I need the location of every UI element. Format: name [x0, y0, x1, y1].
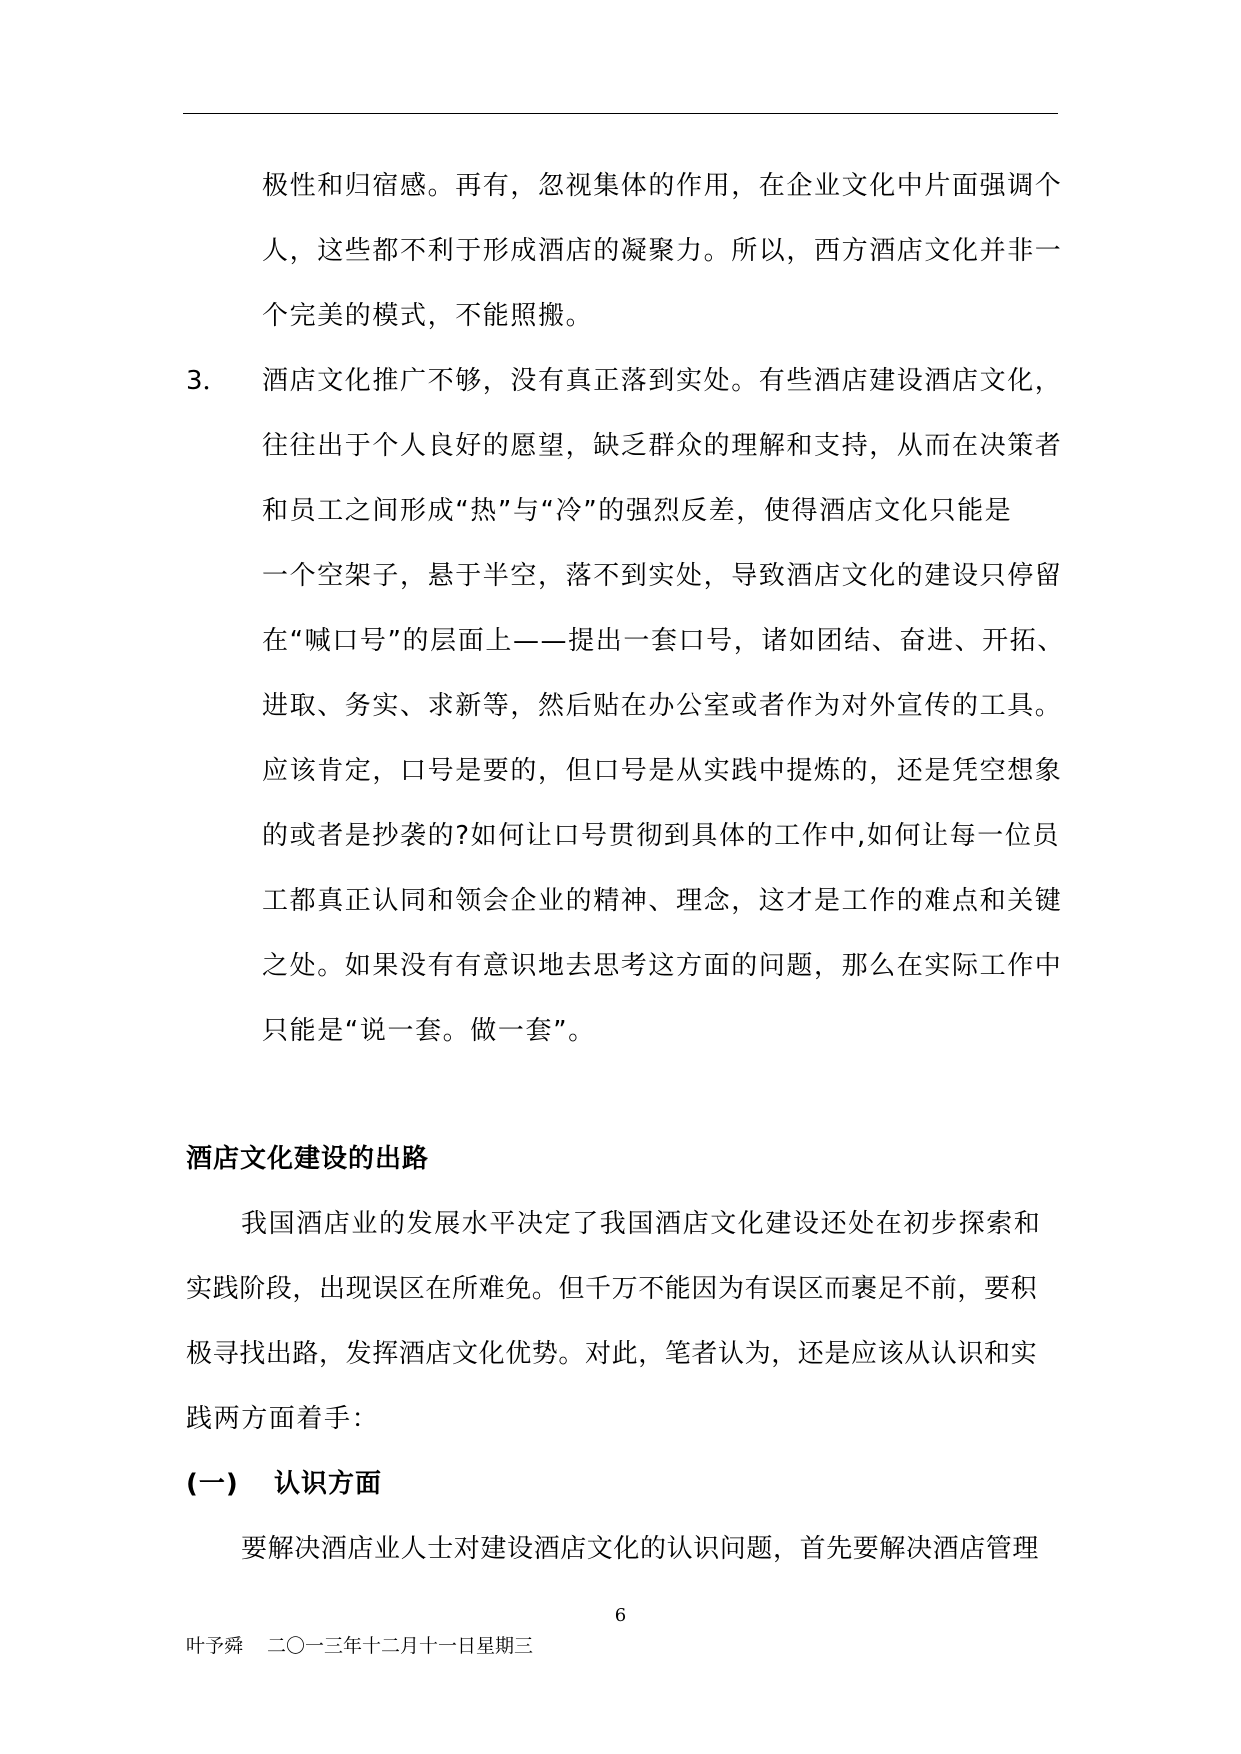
list-item-line: 之处。如果没有有意识地去思考这方面的问题，那么在实际工作中	[262, 951, 1063, 981]
list-item-line: 只能是“说一套。做一套”。	[262, 1016, 596, 1046]
body-line: 人，这些都不利于形成酒店的凝聚力。所以，西方酒店文化并非一	[262, 236, 1063, 266]
body-line: 个完美的模式，不能照搬。	[262, 301, 594, 331]
body-line: 极性和归宿感。再有，忽视集体的作用，在企业文化中片面强调个	[262, 171, 1063, 201]
paragraph-line: 践两方面着手：	[186, 1404, 380, 1434]
list-item-line: 酒店文化推广不够，没有真正落到实处。有些酒店建设酒店文化，	[262, 366, 1063, 396]
list-item-line: 的或者是抄袭的?如何让口号贯彻到具体的工作中,如何让每一位员	[262, 821, 1061, 851]
paragraph-line: 实践阶段，出现误区在所难免。但千万不能因为有误区而裹足不前，要积	[186, 1274, 1038, 1304]
header-rule	[183, 113, 1058, 114]
section-heading: 酒店文化建设的出路	[186, 1144, 430, 1174]
footer-date: 二〇一三年十二月十一日星期三	[267, 1635, 534, 1657]
list-item-line: 一个空架子，悬于半空，落不到实处，导致酒店文化的建设只停留	[262, 561, 1063, 591]
subsection-number: (一)	[186, 1469, 239, 1499]
list-item-line: 应该肯定，口号是要的，但口号是从实践中提炼的，还是凭空想象	[262, 756, 1063, 786]
list-item-line: 在“喊口号”的层面上——提出一套口号，诸如团结、奋进、开拓、	[262, 626, 1065, 656]
list-item-line: 和员工之间形成“热”与“冷”的强烈反差，使得酒店文化只能是	[262, 496, 1013, 526]
footer	[186, 1634, 533, 1658]
paragraph-line: 我国酒店业的发展水平决定了我国酒店文化建设还处在初步探索和	[241, 1209, 1042, 1239]
list-item-line: 工都真正认同和领会企业的精神、理念，这才是工作的难点和关键	[262, 886, 1063, 916]
list-item-number: 3．	[186, 366, 229, 396]
subsection-title: 认识方面	[274, 1469, 383, 1499]
paragraph-line: 极寻找出路，发挥酒店文化优势。对此，笔者认为，还是应该从认识和实	[186, 1339, 1038, 1369]
page-number: 6	[614, 1605, 627, 1626]
footer-author: 叶予舜	[186, 1635, 244, 1657]
list-item-line: 进取、务实、求新等，然后贴在办公室或者作为对外宣传的工具。	[262, 691, 1063, 721]
paragraph-line: 要解决酒店业人士对建设酒店文化的认识问题，首先要解决酒店管理	[241, 1534, 1040, 1564]
list-item-line: 往往出于个人良好的愿望，缺乏群众的理解和支持，从而在决策者	[262, 431, 1063, 461]
